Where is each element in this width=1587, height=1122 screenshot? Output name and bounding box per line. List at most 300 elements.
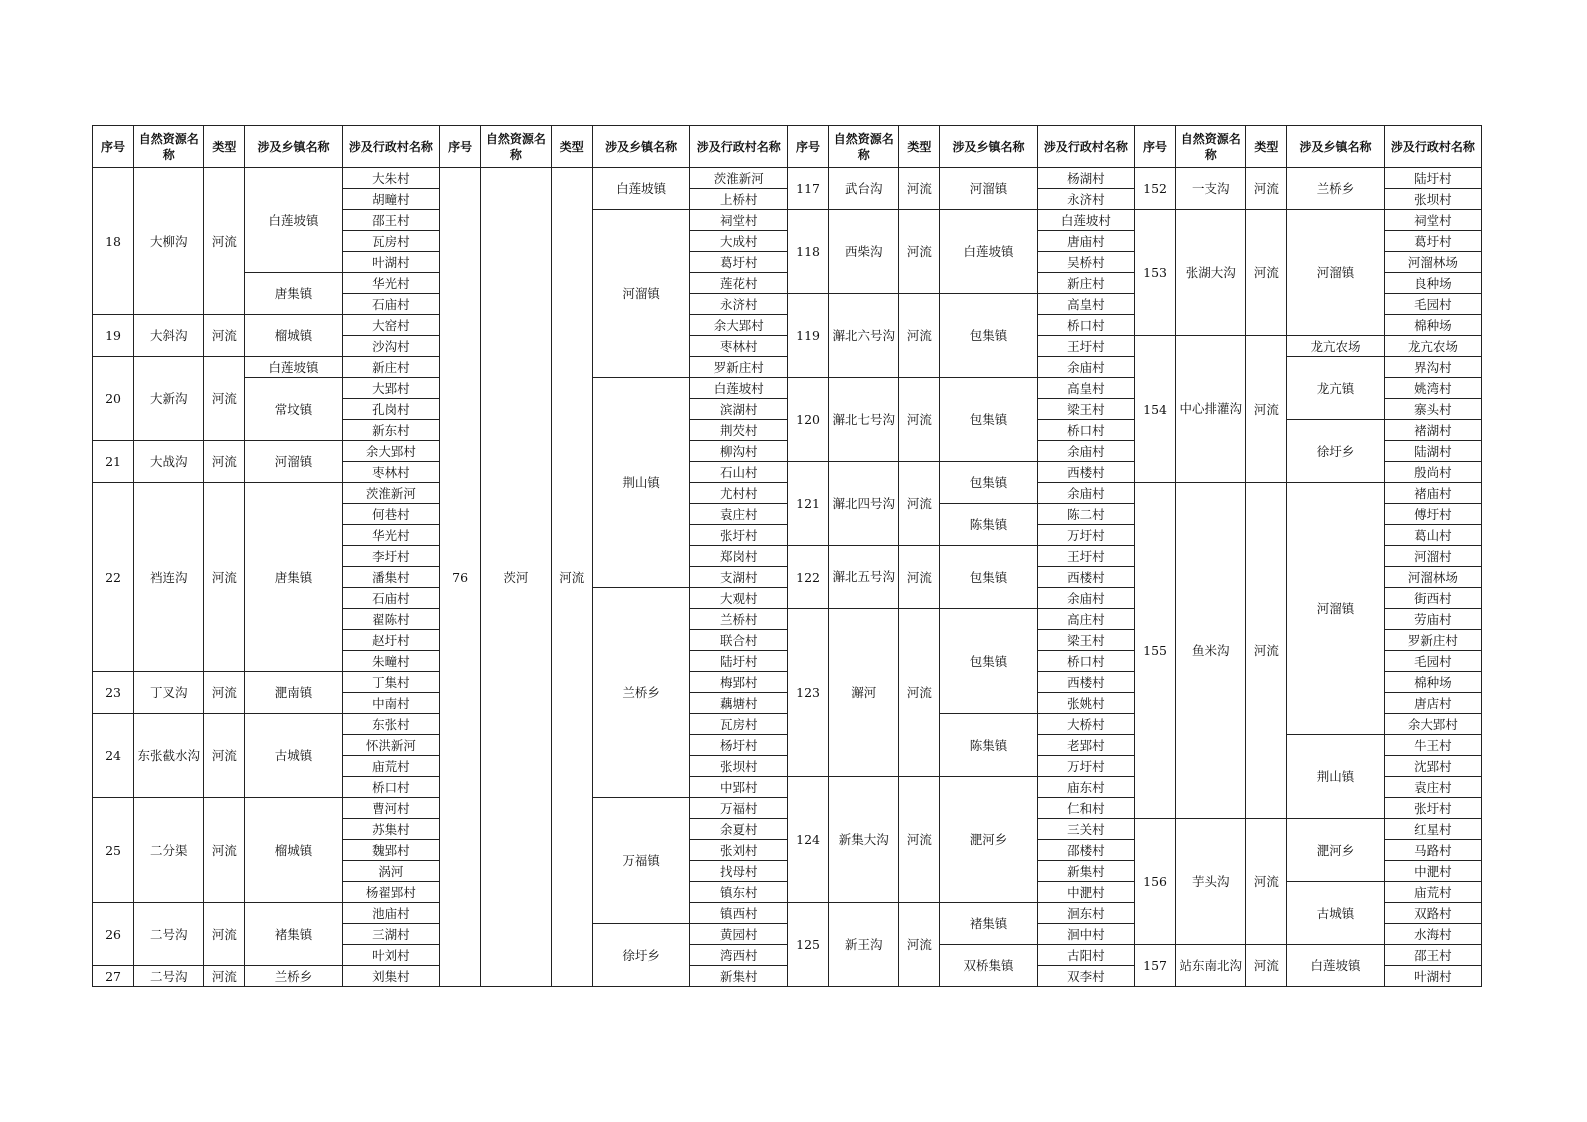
village-cell: 永济村 [690, 294, 788, 315]
village-cell: 中南村 [342, 693, 439, 714]
table-row [93, 672, 440, 693]
village-cell: 陆圩村 [690, 651, 788, 672]
header-resource-name: 自然资源名称 [134, 126, 204, 168]
village-cell: 梅郢村 [690, 672, 788, 693]
village-cell: 桥口村 [1037, 420, 1134, 441]
village-cell: 胡疃村 [342, 189, 439, 210]
town-cell: 包集镇 [940, 294, 1037, 378]
town-cell: 淝河乡 [940, 777, 1037, 903]
resource-name-cell: 鱼米沟 [1176, 483, 1246, 819]
type-cell: 河流 [899, 546, 940, 609]
village-cell: 叶湖村 [1384, 966, 1481, 987]
village-cell: 魏郢村 [342, 840, 439, 861]
resource-name-cell: 中心排灌沟 [1176, 336, 1246, 483]
village-cell: 祠堂村 [690, 210, 788, 231]
village-cell: 滨湖村 [690, 399, 788, 420]
table-block-1 [92, 125, 440, 987]
village-cell: 水海村 [1384, 924, 1481, 945]
village-cell: 大窑村 [342, 315, 439, 336]
village-cell: 葛圩村 [1384, 231, 1481, 252]
table-row [93, 357, 440, 378]
village-cell: 梁王村 [1037, 630, 1134, 651]
resource-name-cell: 裆连沟 [134, 483, 204, 672]
village-cell: 吴桥村 [1037, 252, 1134, 273]
village-cell: 褚庙村 [1384, 483, 1481, 504]
village-cell: 万福村 [690, 798, 788, 819]
village-cell: 大桥村 [1037, 714, 1134, 735]
village-cell: 余大郢村 [342, 441, 439, 462]
table-row [788, 546, 1135, 567]
table-row [788, 777, 1135, 798]
village-cell: 石庙村 [342, 294, 439, 315]
table-row [93, 903, 440, 924]
seq-cell: 23 [93, 672, 134, 714]
village-cell: 枣林村 [690, 336, 788, 357]
village-cell: 瓦房村 [690, 714, 788, 735]
town-cell: 包集镇 [940, 378, 1037, 462]
village-cell: 华光村 [342, 525, 439, 546]
village-cell: 陈二村 [1037, 504, 1134, 525]
seq-cell: 119 [788, 294, 829, 378]
town-cell: 万福镇 [592, 798, 690, 924]
header-village: 涉及行政村名称 [690, 126, 788, 168]
town-cell: 榴城镇 [245, 315, 342, 357]
seq-cell: 18 [93, 168, 134, 315]
village-cell: 庙荒村 [1384, 882, 1481, 903]
village-cell: 兰桥村 [690, 609, 788, 630]
town-cell: 榴城镇 [245, 798, 342, 903]
village-cell: 老郢村 [1037, 735, 1134, 756]
village-cell: 西楼村 [1037, 567, 1134, 588]
village-cell: 何巷村 [342, 504, 439, 525]
village-cell: 石庙村 [342, 588, 439, 609]
resource-name-cell: 澥河 [829, 609, 899, 777]
village-cell: 葛圩村 [690, 252, 788, 273]
header-type: 类型 [204, 126, 245, 168]
village-cell: 曹河村 [342, 798, 439, 819]
type-cell: 河流 [1246, 819, 1287, 945]
village-cell: 中淝村 [1037, 882, 1134, 903]
village-cell: 唐庙村 [1037, 231, 1134, 252]
table-row [93, 966, 440, 987]
table-row [788, 462, 1135, 483]
type-cell: 河流 [204, 714, 245, 798]
village-cell: 三湖村 [342, 924, 439, 945]
resource-name-cell: 二分渠 [134, 798, 204, 903]
village-cell: 郑岗村 [690, 546, 788, 567]
village-cell: 中淝村 [1384, 861, 1481, 882]
seq-cell: 153 [1135, 210, 1176, 336]
village-cell: 柳沟村 [690, 441, 788, 462]
resource-name-cell: 大斜沟 [134, 315, 204, 357]
village-cell: 三关村 [1037, 819, 1134, 840]
village-cell: 潘集村 [342, 567, 439, 588]
type-cell: 河流 [1246, 168, 1287, 210]
resource-name-cell: 张湖大沟 [1176, 210, 1246, 336]
village-cell: 马路村 [1384, 840, 1481, 861]
village-cell: 池庙村 [342, 903, 439, 924]
resource-name-cell: 新集大沟 [829, 777, 899, 903]
village-cell: 茨淮新河 [342, 483, 439, 504]
seq-cell: 76 [440, 168, 481, 987]
village-cell: 余庙村 [1037, 357, 1134, 378]
village-cell: 大朱村 [342, 168, 439, 189]
village-cell: 新集村 [690, 966, 788, 987]
table-block-2 [439, 125, 788, 987]
seq-cell: 25 [93, 798, 134, 903]
seq-cell: 156 [1135, 819, 1176, 945]
village-cell: 支湖村 [690, 567, 788, 588]
town-cell: 兰桥乡 [1287, 168, 1384, 210]
village-cell: 大成村 [690, 231, 788, 252]
village-cell: 找母村 [690, 861, 788, 882]
town-cell: 白莲坡镇 [245, 168, 342, 273]
town-cell: 包集镇 [940, 609, 1037, 714]
village-cell: 姚湾村 [1384, 378, 1481, 399]
table-row [788, 294, 1135, 315]
village-cell: 邵王村 [342, 210, 439, 231]
village-cell: 张姚村 [1037, 693, 1134, 714]
village-cell: 王圩村 [1037, 546, 1134, 567]
header-resource-name: 自然资源名称 [1176, 126, 1246, 168]
type-cell: 河流 [204, 168, 245, 315]
town-cell: 兰桥乡 [245, 966, 342, 987]
type-cell: 河流 [899, 294, 940, 378]
table-row [93, 714, 440, 735]
table-row [1135, 945, 1482, 966]
seq-cell: 24 [93, 714, 134, 798]
village-cell: 苏集村 [342, 819, 439, 840]
table-row [93, 441, 440, 462]
seq-cell: 120 [788, 378, 829, 462]
type-cell: 河流 [899, 777, 940, 903]
village-cell: 王圩村 [1037, 336, 1134, 357]
town-cell: 双桥集镇 [940, 945, 1037, 987]
resource-name-cell: 二号沟 [134, 966, 204, 987]
resource-name-cell: 澥北五号沟 [829, 546, 899, 609]
village-cell: 杨圩村 [690, 735, 788, 756]
village-cell: 沈郢村 [1384, 756, 1481, 777]
village-cell: 丁集村 [342, 672, 439, 693]
town-cell: 徐圩乡 [1287, 420, 1384, 483]
village-cell: 褚湖村 [1384, 420, 1481, 441]
table-row [93, 483, 440, 504]
table-row [788, 609, 1135, 630]
village-cell: 梁王村 [1037, 399, 1134, 420]
data-table [92, 125, 440, 987]
village-cell: 杨翟郢村 [342, 882, 439, 903]
village-cell: 镇东村 [690, 882, 788, 903]
table-row [1135, 168, 1482, 189]
village-cell: 杨湖村 [1037, 168, 1134, 189]
village-cell: 葛山村 [1384, 525, 1481, 546]
village-cell: 庙荒村 [342, 756, 439, 777]
village-cell: 西楼村 [1037, 462, 1134, 483]
header-town: 涉及乡镇名称 [592, 126, 690, 168]
village-cell: 刘集村 [342, 966, 439, 987]
village-cell: 赵圩村 [342, 630, 439, 651]
village-cell: 翟陈村 [342, 609, 439, 630]
village-cell: 张刘村 [690, 840, 788, 861]
village-cell: 张坝村 [1384, 189, 1481, 210]
seq-cell: 121 [788, 462, 829, 546]
village-cell: 李圩村 [342, 546, 439, 567]
village-cell: 仁和村 [1037, 798, 1134, 819]
town-cell: 荆山镇 [592, 378, 690, 588]
resource-name-cell: 澥北七号沟 [829, 378, 899, 462]
table-row [93, 798, 440, 819]
resource-name-cell: 二号沟 [134, 903, 204, 966]
village-cell: 瓦房村 [342, 231, 439, 252]
table-block-4 [1134, 125, 1482, 987]
village-cell: 毛园村 [1384, 651, 1481, 672]
village-cell: 新庄村 [342, 357, 439, 378]
town-cell: 淝河乡 [1287, 819, 1384, 882]
village-cell: 新庄村 [1037, 273, 1134, 294]
seq-cell: 122 [788, 546, 829, 609]
village-cell: 孔岗村 [342, 399, 439, 420]
resource-name-cell: 新王沟 [829, 903, 899, 987]
village-cell: 劳庙村 [1384, 609, 1481, 630]
resource-name-cell: 茨河 [481, 168, 551, 987]
table-row [788, 168, 1135, 189]
village-cell: 东张村 [342, 714, 439, 735]
village-cell: 陆圩村 [1384, 168, 1481, 189]
village-cell: 洄中村 [1037, 924, 1134, 945]
header-town: 涉及乡镇名称 [940, 126, 1037, 168]
seq-cell: 22 [93, 483, 134, 672]
type-cell: 河流 [899, 210, 940, 294]
village-cell: 余大郢村 [690, 315, 788, 336]
header-seq: 序号 [93, 126, 134, 168]
village-cell: 桥口村 [1037, 315, 1134, 336]
resource-name-cell: 大新沟 [134, 357, 204, 441]
seq-cell: 21 [93, 441, 134, 483]
village-cell: 桥口村 [1037, 651, 1134, 672]
resource-name-cell: 丁叉沟 [134, 672, 204, 714]
type-cell: 河流 [899, 168, 940, 210]
header-row [93, 126, 440, 168]
village-cell: 罗新庄村 [690, 357, 788, 378]
village-cell: 街西村 [1384, 588, 1481, 609]
table-row [788, 378, 1135, 399]
resource-name-cell: 澥北四号沟 [829, 462, 899, 546]
header-seq: 序号 [788, 126, 829, 168]
town-cell: 淝南镇 [245, 672, 342, 714]
village-cell: 镇西村 [690, 903, 788, 924]
village-cell: 高皇村 [1037, 294, 1134, 315]
town-cell: 兰桥乡 [592, 588, 690, 798]
seq-cell: 20 [93, 357, 134, 441]
seq-cell: 125 [788, 903, 829, 987]
type-cell: 河流 [204, 903, 245, 966]
resource-name-cell: 西柴沟 [829, 210, 899, 294]
village-cell: 河溜林场 [1384, 252, 1481, 273]
village-cell: 高庄村 [1037, 609, 1134, 630]
village-cell: 罗新庄村 [1384, 630, 1481, 651]
town-cell: 河溜镇 [1287, 483, 1384, 735]
village-cell: 龙亢农场 [1384, 336, 1481, 357]
data-table [1134, 125, 1482, 987]
town-cell: 河溜镇 [245, 441, 342, 483]
village-cell: 余庙村 [1037, 483, 1134, 504]
town-cell: 陈集镇 [940, 504, 1037, 546]
village-cell: 余庙村 [1037, 588, 1134, 609]
village-cell: 邵王村 [1384, 945, 1481, 966]
village-cell: 良种场 [1384, 273, 1481, 294]
village-cell: 桥口村 [342, 777, 439, 798]
town-cell: 常坟镇 [245, 378, 342, 441]
type-cell: 河流 [204, 966, 245, 987]
table-row [93, 168, 440, 189]
village-cell: 白莲坡村 [1037, 210, 1134, 231]
village-cell: 陆湖村 [1384, 441, 1481, 462]
village-cell: 涡河 [342, 861, 439, 882]
village-cell: 双李村 [1037, 966, 1134, 987]
village-cell: 棉种场 [1384, 315, 1481, 336]
type-cell: 河流 [1246, 210, 1287, 336]
resource-name-cell: 站东南北沟 [1176, 945, 1246, 987]
type-cell: 河流 [204, 483, 245, 672]
village-cell: 怀洪新河 [342, 735, 439, 756]
data-table [787, 125, 1135, 987]
town-cell: 唐集镇 [245, 273, 342, 315]
resource-name-cell: 澥北六号沟 [829, 294, 899, 378]
town-cell: 白莲坡镇 [940, 210, 1037, 294]
type-cell: 河流 [1246, 483, 1287, 819]
village-cell: 万圩村 [1037, 525, 1134, 546]
header-town: 涉及乡镇名称 [1287, 126, 1384, 168]
type-cell: 河流 [204, 441, 245, 483]
village-cell: 张坝村 [690, 756, 788, 777]
resource-name-cell: 东张截水沟 [134, 714, 204, 798]
town-cell: 陈集镇 [940, 714, 1037, 777]
village-cell: 庙东村 [1037, 777, 1134, 798]
village-cell: 河溜村 [1384, 546, 1481, 567]
village-cell: 袁庄村 [1384, 777, 1481, 798]
village-cell: 中郢村 [690, 777, 788, 798]
village-cell: 大观村 [690, 588, 788, 609]
town-cell: 龙亢农场 [1287, 336, 1384, 357]
type-cell: 河流 [204, 798, 245, 903]
table-row [93, 315, 440, 336]
table-row [1135, 210, 1482, 231]
table-row [1135, 483, 1482, 504]
village-cell: 棉种场 [1384, 672, 1481, 693]
village-cell: 古阳村 [1037, 945, 1134, 966]
type-cell: 河流 [1246, 945, 1287, 987]
village-cell: 傅圩村 [1384, 504, 1481, 525]
header-type: 类型 [1246, 126, 1287, 168]
village-cell: 红星村 [1384, 819, 1481, 840]
village-cell: 白莲坡村 [690, 378, 788, 399]
town-cell: 褚集镇 [245, 903, 342, 966]
table-row [1135, 336, 1482, 357]
town-cell: 包集镇 [940, 462, 1037, 504]
village-cell: 上桥村 [690, 189, 788, 210]
village-cell: 邵楼村 [1037, 840, 1134, 861]
village-cell: 界沟村 [1384, 357, 1481, 378]
village-cell: 沙沟村 [342, 336, 439, 357]
type-cell: 河流 [899, 903, 940, 987]
town-cell: 古城镇 [1287, 882, 1384, 945]
type-cell: 河流 [899, 378, 940, 462]
village-cell: 新集村 [1037, 861, 1134, 882]
seq-cell: 155 [1135, 483, 1176, 819]
type-cell: 河流 [1246, 336, 1287, 483]
town-cell: 河溜镇 [592, 210, 690, 378]
type-cell: 河流 [899, 609, 940, 777]
village-cell: 毛园村 [1384, 294, 1481, 315]
village-cell: 余大郢村 [1384, 714, 1481, 735]
village-cell: 黄园村 [690, 924, 788, 945]
data-table [439, 125, 788, 987]
header-type: 类型 [551, 126, 592, 168]
seq-cell: 152 [1135, 168, 1176, 210]
village-cell: 联合村 [690, 630, 788, 651]
village-cell: 华光村 [342, 273, 439, 294]
village-cell: 河溜林场 [1384, 567, 1481, 588]
resource-name-cell: 大战沟 [134, 441, 204, 483]
village-cell: 西楼村 [1037, 672, 1134, 693]
village-cell: 朱疃村 [342, 651, 439, 672]
town-cell: 唐集镇 [245, 483, 342, 672]
village-cell: 大郢村 [342, 378, 439, 399]
header-village: 涉及行政村名称 [342, 126, 439, 168]
town-cell: 包集镇 [940, 546, 1037, 609]
town-cell: 白莲坡镇 [1287, 945, 1384, 987]
village-cell: 枣林村 [342, 462, 439, 483]
village-cell: 尤村村 [690, 483, 788, 504]
village-cell: 寨头村 [1384, 399, 1481, 420]
seq-cell: 124 [788, 777, 829, 903]
village-cell: 叶刘村 [342, 945, 439, 966]
type-cell: 河流 [204, 672, 245, 714]
village-cell: 双路村 [1384, 903, 1481, 924]
table-row [440, 168, 788, 189]
town-cell: 河溜镇 [1287, 210, 1384, 336]
town-cell: 白莲坡镇 [592, 168, 690, 210]
table-row [1135, 819, 1482, 840]
header-resource-name: 自然资源名称 [481, 126, 551, 168]
header-town: 涉及乡镇名称 [245, 126, 342, 168]
seq-cell: 157 [1135, 945, 1176, 987]
village-cell: 殷尚村 [1384, 462, 1481, 483]
village-cell: 余夏村 [690, 819, 788, 840]
village-cell: 永济村 [1037, 189, 1134, 210]
seq-cell: 27 [93, 966, 134, 987]
header-seq: 序号 [440, 126, 481, 168]
seq-cell: 26 [93, 903, 134, 966]
town-cell: 徐圩乡 [592, 924, 690, 987]
table-row [788, 210, 1135, 231]
town-cell: 河溜镇 [940, 168, 1037, 210]
town-cell: 荆山镇 [1287, 735, 1384, 819]
seq-cell: 118 [788, 210, 829, 294]
village-cell: 张圩村 [1384, 798, 1481, 819]
header-seq: 序号 [1135, 126, 1176, 168]
seq-cell: 19 [93, 315, 134, 357]
village-cell: 张圩村 [690, 525, 788, 546]
village-cell: 万圩村 [1037, 756, 1134, 777]
town-cell: 白莲坡镇 [245, 357, 342, 378]
type-cell: 河流 [204, 315, 245, 357]
seq-cell: 117 [788, 168, 829, 210]
village-cell: 祠堂村 [1384, 210, 1481, 231]
header-resource-name: 自然资源名称 [829, 126, 899, 168]
table-block-3 [787, 125, 1135, 987]
resource-name-cell: 芋头沟 [1176, 819, 1246, 945]
